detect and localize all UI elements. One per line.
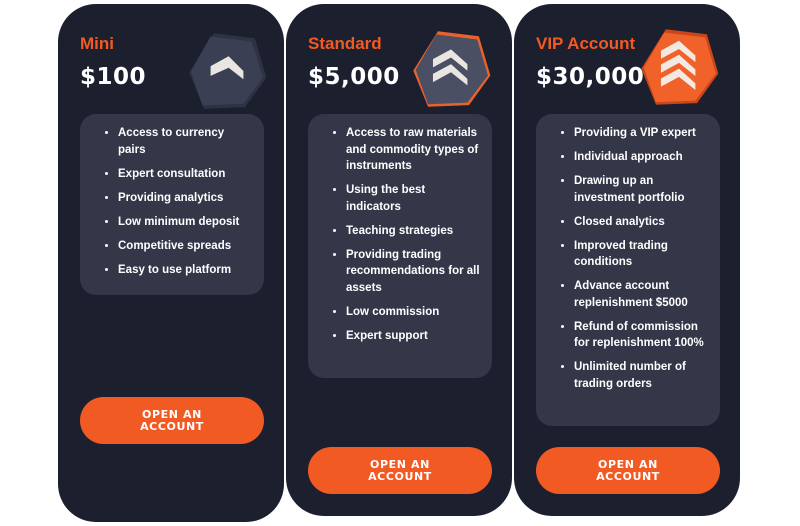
stacked-chevron-icon xyxy=(186,30,268,112)
feature-item: • Expert consultation xyxy=(118,166,254,183)
plan-card-vip xyxy=(514,4,740,516)
feature-item: • Providing a VIP expert xyxy=(574,125,710,142)
button-label: OPEN AN ACCOUNT xyxy=(140,407,204,433)
feature-item: • Providing analytics xyxy=(118,190,254,207)
button-label: OPEN AN ACCOUNT xyxy=(596,457,660,483)
plan-card-mini xyxy=(58,4,284,522)
feature-item: • Teaching strategies xyxy=(346,223,482,240)
feature-item: • Individual approach xyxy=(574,149,710,166)
features-panel xyxy=(536,114,720,426)
features-panel xyxy=(80,114,264,295)
plan-name: VIP Account xyxy=(536,34,636,53)
feature-item: • Using the best indicators xyxy=(346,182,482,215)
feature-item: • Refund of commission for replenishment 100% xyxy=(574,319,710,352)
feature-item: • Low minimum deposit xyxy=(118,214,254,231)
feature-item: • Closed analytics xyxy=(574,214,710,231)
plan-price: $100 xyxy=(80,64,147,90)
button-label: OPEN AN ACCOUNT xyxy=(368,457,432,483)
open-account-button[interactable] xyxy=(308,447,492,494)
plan-card-standard xyxy=(286,4,512,516)
feature-item: • Advance account replenishment $5000 xyxy=(574,278,710,311)
plan-price: $30,000 xyxy=(536,64,645,90)
plan-price: $5,000 xyxy=(308,64,400,90)
feature-item: • Drawing up an investment portfolio xyxy=(574,173,710,206)
feature-item: • Competitive spreads xyxy=(118,238,254,255)
plan-name: Standard xyxy=(308,34,382,53)
feature-item: • Access to raw materials and commodity types of instruments xyxy=(346,125,482,175)
feature-item: • Unlimited number of trading orders xyxy=(574,359,710,392)
feature-item: • Providing trading recommendations for all assets xyxy=(346,247,482,297)
triple-chevron-icon xyxy=(638,26,720,108)
feature-item: • Expert support xyxy=(346,328,482,345)
double-chevron-icon xyxy=(410,28,492,110)
feature-item: • Access to currency pairs xyxy=(118,125,254,158)
feature-item: • Improved trading conditions xyxy=(574,238,710,271)
open-account-button[interactable] xyxy=(536,447,720,494)
plan-name: Mini xyxy=(80,34,114,53)
feature-item: • Easy to use platform xyxy=(118,262,254,279)
feature-item: • Low commission xyxy=(346,304,482,321)
features-panel xyxy=(308,114,492,378)
open-account-button[interactable] xyxy=(80,397,264,444)
